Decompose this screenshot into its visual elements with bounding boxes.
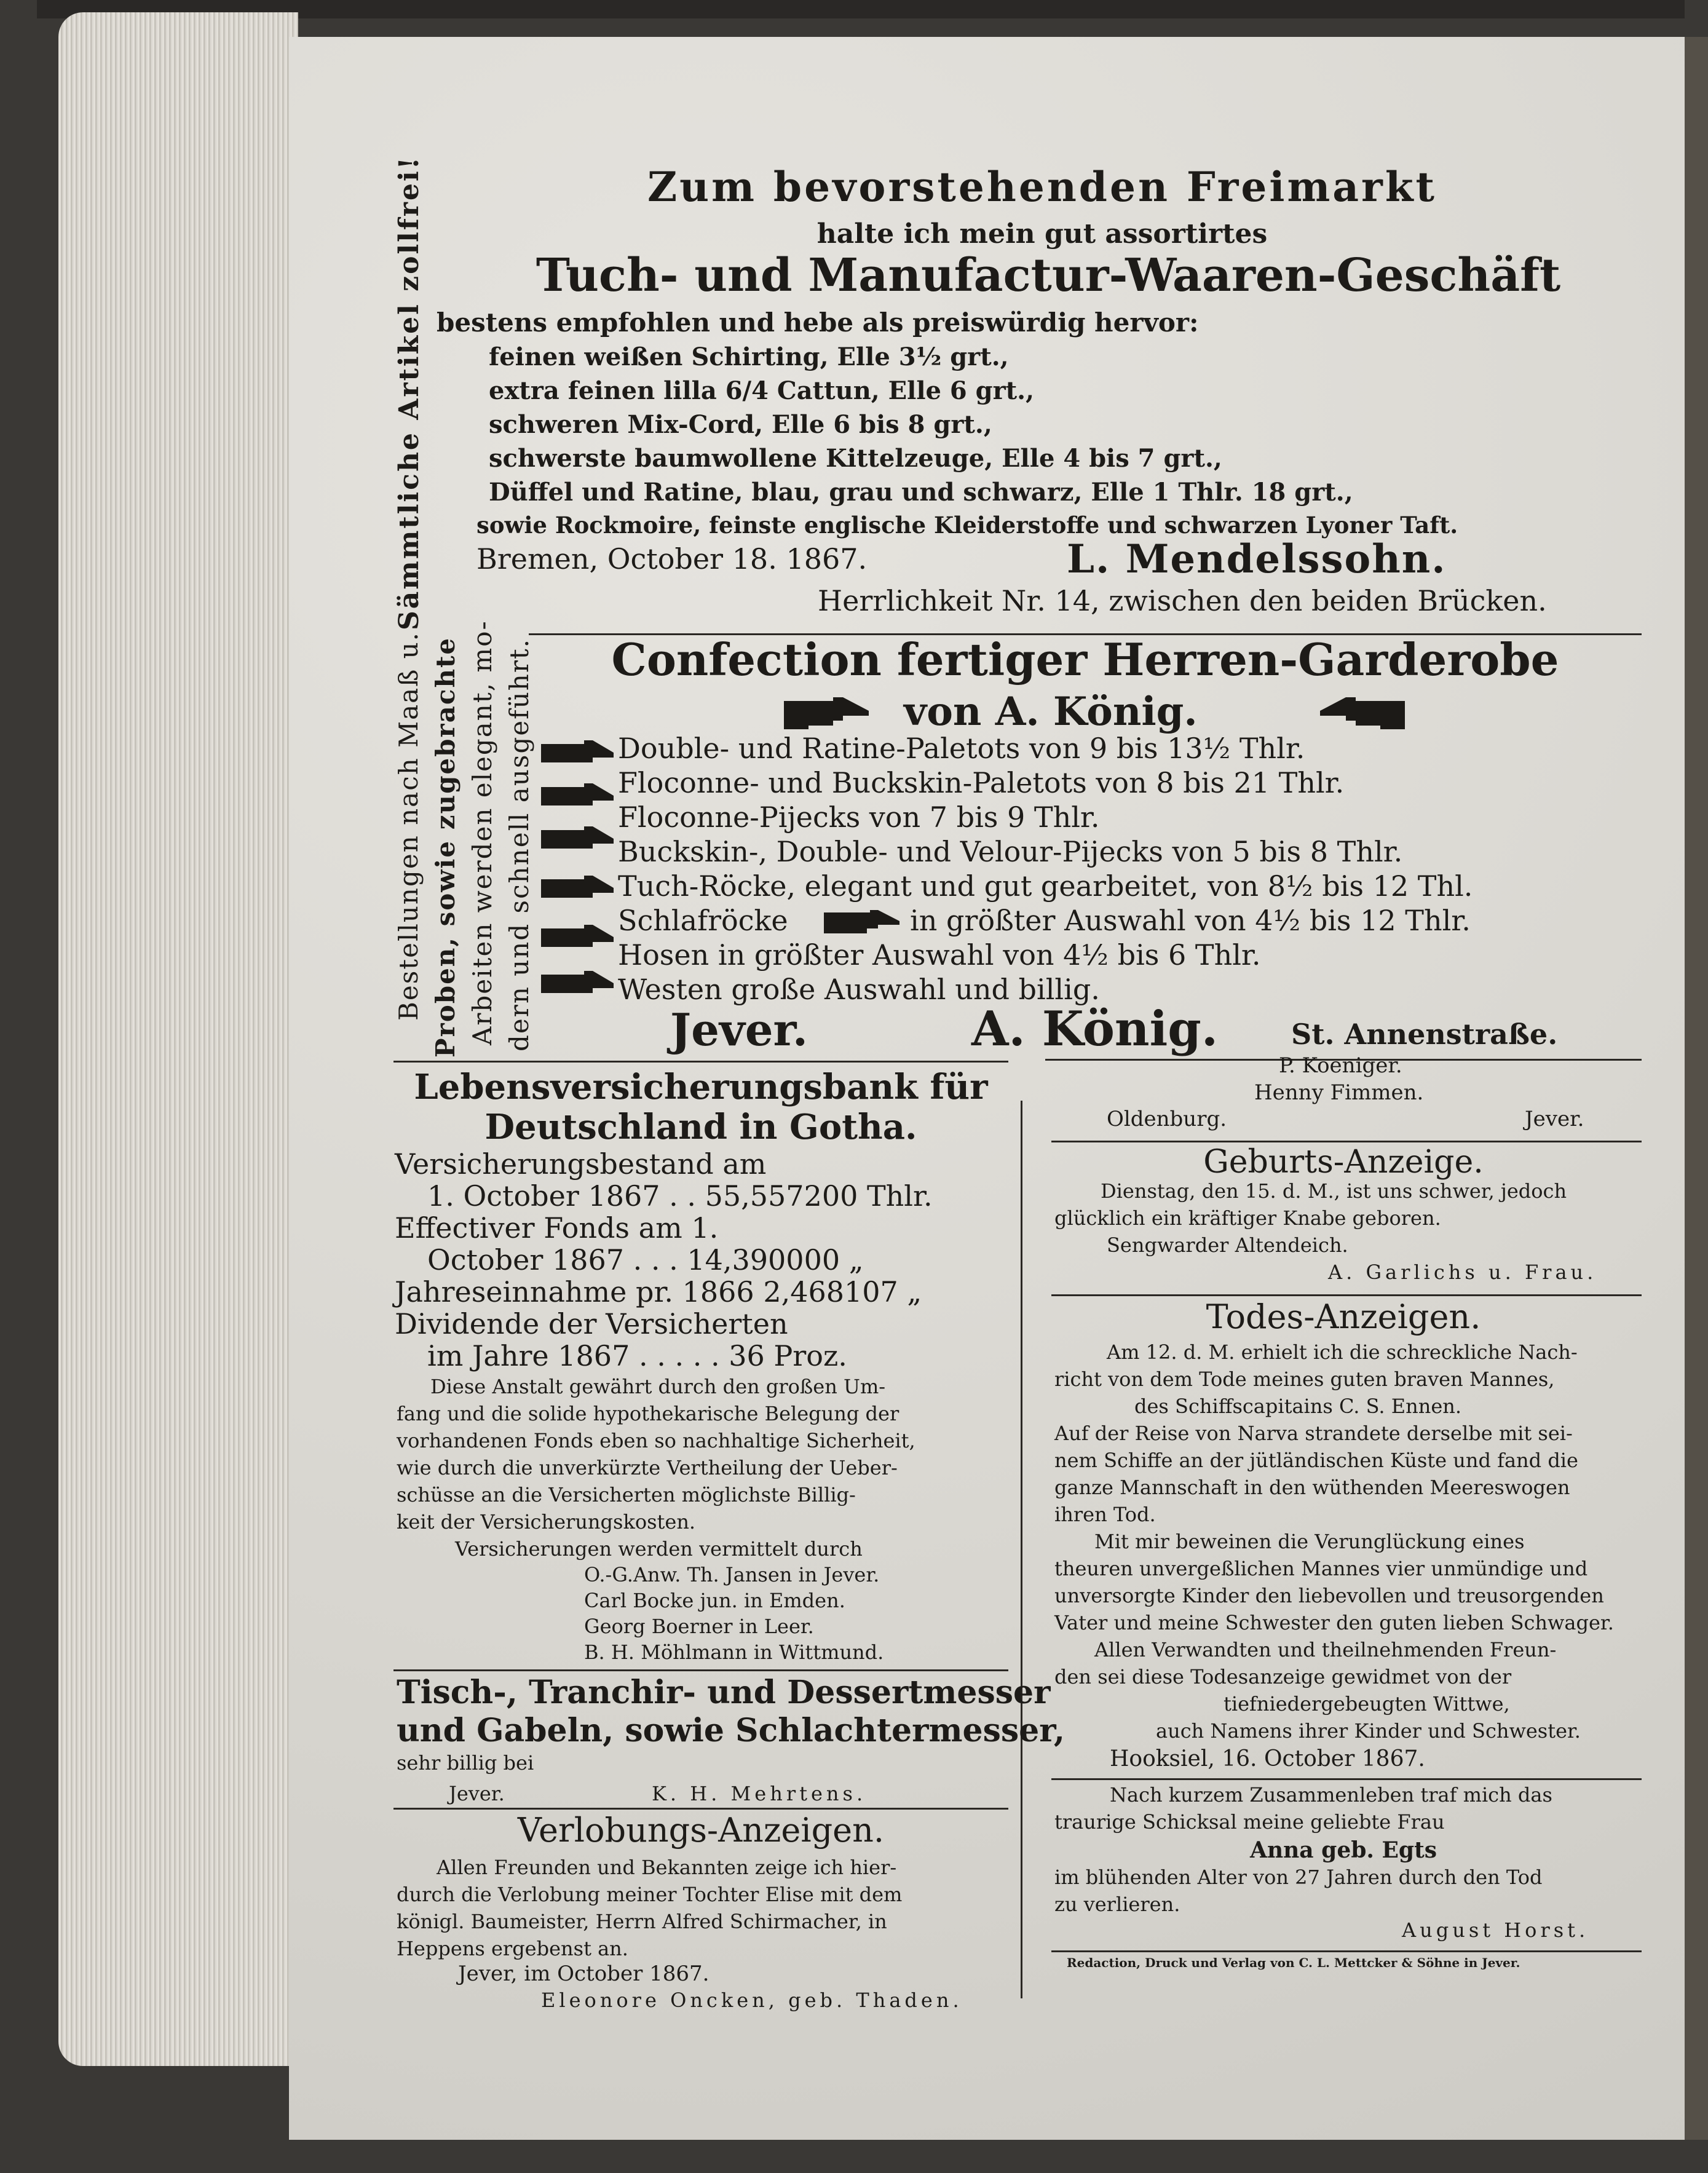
divider-geburt <box>1051 1141 1642 1142</box>
divider-verlobung <box>393 1808 1008 1810</box>
todes-text-14: tiefniedergebeugten Wittwe, <box>1224 1692 1510 1716</box>
messer-name: K. H. Mehrtens. <box>652 1782 867 1805</box>
todes-name: August Horst. <box>1402 1918 1589 1942</box>
verlobung-name: Eleonore Oncken, geb. Thaden. <box>541 1989 963 2012</box>
side-note-garderobe-3: Arbeiten werden elegant, mo- <box>467 620 497 1045</box>
todes-text2-3: Anna geb. Egts <box>1250 1837 1437 1863</box>
freimarkt-item-4: schwerste baumwollene Kittelzeuge, Elle 4 bis 7 grt., <box>489 444 1222 473</box>
lebensversicherung-row-5: Jahreseinnahme pr. 1866 2,468107 „ <box>395 1275 922 1308</box>
freimarkt-line2: bestens empfohlen und hebe als preiswürdig hervor: <box>437 307 1199 338</box>
lebensversicherung-agents-intro: Versicherungen werden vermittelt durch <box>455 1537 863 1561</box>
garderobe-item-7: Hosen in größter Auswahl von 4½ bis 6 Thlr. <box>618 938 1261 972</box>
lebensversicherung-row-3: Effectiver Fonds am 1. <box>395 1211 719 1245</box>
todes-text-4: Auf der Reise von Narva strandete derselbe mit sei- <box>1054 1422 1573 1445</box>
todes-text2-5: zu verlieren. <box>1054 1893 1180 1916</box>
freimarkt-item-1: feinen weißen Schirting, Elle 3½ grt., <box>489 342 1009 371</box>
column-divider <box>1021 1101 1022 1998</box>
todes-title: Todes-Anzeigen. <box>1206 1297 1481 1336</box>
imprint: Redaction, Druck und Verlag von C. L. Mettcker & Söhne in Jever. <box>1067 1955 1520 1970</box>
lebensversicherung-agent-1: O.-G.Anw. Th. Jansen in Jever. <box>584 1563 880 1586</box>
todes-text-3: des Schiffscapitains C. S. Ennen. <box>1134 1395 1462 1418</box>
todes-text-13: den sei diese Todesanzeige gewidmet von der <box>1054 1665 1512 1688</box>
garderobe-by: von A. König. <box>904 689 1198 735</box>
todes-text-12: Allen Verwandten und theilnehmenden Freun- <box>1094 1638 1557 1661</box>
lebensversicherung-agent-4: B. H. Möhlmann in Wittmund. <box>584 1641 884 1664</box>
freimarkt-title: Zum bevorstehenden Freimarkt <box>647 163 1437 211</box>
freimarkt-item-2: extra feinen lilla 6/4 Cattun, Elle 6 grt., <box>489 376 1035 405</box>
pointing-hand-icon <box>541 738 615 1002</box>
verlobung-title: Verlobungs-Anzeigen. <box>517 1811 885 1850</box>
garderobe-item-4: Buckskin-, Double- und Velour-Pijecks von 5 bis 8 Thlr. <box>618 835 1403 868</box>
garderobe-item-3: Floconne-Pijecks von 7 bis 9 Thlr. <box>618 801 1100 834</box>
side-note-garderobe-4: dern und schnell ausgeführt. <box>504 638 534 1051</box>
messer-line-3: sehr billig bei <box>397 1751 534 1775</box>
freimarkt-shop: Tuch- und Manufactur-Waaren-Geschäft <box>536 249 1561 302</box>
todes-text-7: ihren Tod. <box>1054 1503 1156 1526</box>
garderobe-item-1: Double- und Ratine-Paletots von 9 bis 13½ Thlr. <box>618 732 1305 765</box>
messer-line-2: und Gabeln, sowie Schlachtermesser, <box>397 1712 1065 1749</box>
geburt-name: A. Garlichs u. Frau. <box>1328 1261 1597 1284</box>
todes-text-5: nem Schiffe an der jütländischen Küste und fand die <box>1054 1449 1578 1472</box>
lebensversicherung-row-2: 1. October 1867 . . 55,557200 Thlr. <box>427 1179 933 1213</box>
divider-messer <box>393 1669 1008 1671</box>
garderobe-footer-name: A. König. <box>971 1001 1218 1057</box>
verlobung-text-3: königl. Baumeister, Herrn Alfred Schirmacher, in <box>397 1910 887 1933</box>
freimarkt-item-3: schweren Mix-Cord, Elle 6 bis 8 grt., <box>489 410 992 439</box>
lebensversicherung-row-1: Versicherungsbestand am <box>395 1147 767 1181</box>
todes-text2-2: traurige Schicksal meine geliebte Frau <box>1054 1810 1445 1834</box>
messer-line-1: Tisch-, Tranchir- und Dessertmesser <box>397 1674 1051 1711</box>
freimarkt-line1: halte ich mein gut assortirtes <box>816 218 1268 250</box>
lebensversicherung-text-6: keit der Versicherungskosten. <box>397 1510 696 1534</box>
freimarkt-signature: L. Mendelssohn. <box>1067 536 1447 582</box>
todes-text-8: Mit mir beweinen die Verunglückung eines <box>1094 1530 1525 1553</box>
todes-text-2: richt von dem Tode meines guten braven Mannes, <box>1054 1368 1555 1391</box>
garderobe-title: Confection fertiger Herren-Garderobe <box>611 633 1559 686</box>
freimarkt-address: Herrlichkeit Nr. 14, zwischen den beiden Brücken. <box>818 584 1547 617</box>
freimarkt-item-5: Düffel und Ratine, blau, grau und schwarz, Elle 1 Thlr. 18 grt., <box>489 478 1353 507</box>
side-note-garderobe-1: Bestellungen nach Maaß u. <box>393 631 424 1021</box>
koeniger-place-2: Jever. <box>1525 1107 1584 1131</box>
garderobe-item-8: Westen große Auswahl und billig. <box>618 973 1100 1006</box>
garderobe-item-2: Floconne- und Buckskin-Paletots von 8 bis 21 Thlr. <box>618 766 1345 799</box>
book-right-edge <box>1685 37 1708 2140</box>
side-note-zollfrei: Sämmtliche Artikel zollfrei! <box>393 155 425 630</box>
divider-imprint <box>1051 1950 1642 1952</box>
lebensversicherung-row-4: October 1867 . . . 14,390000 „ <box>427 1243 864 1276</box>
koeniger-place-1: Oldenburg. <box>1107 1107 1227 1131</box>
lebensversicherung-agent-2: Carl Bocke jun. in Emden. <box>584 1589 845 1612</box>
koeniger-name-1: P. Koeniger. <box>1279 1053 1402 1078</box>
pointing-hand-icon <box>1319 696 1405 730</box>
pointing-hand-icon <box>784 696 870 730</box>
garderobe-item-5: Tuch-Röcke, elegant und gut gearbeitet, von 8½ bis 12 Thl. <box>618 869 1473 903</box>
todes-text2-4: im blühenden Alter von 27 Jahren durch den Tod <box>1054 1866 1543 1889</box>
verlobung-text-1: Allen Freunden und Bekannten zeige ich hier- <box>437 1856 897 1879</box>
todes-text-6: ganze Mannschaft in den wüthenden Meereswogen <box>1054 1476 1570 1499</box>
verlobung-text-2: durch die Verlobung meiner Tochter Elise mit dem <box>397 1883 903 1906</box>
divider-todes-2 <box>1051 1778 1642 1780</box>
side-note-garderobe-2: Proben, sowie zugebrachte <box>430 636 461 1058</box>
geburt-text-2: glücklich ein kräftiger Knabe geboren. <box>1054 1206 1441 1230</box>
lebensversicherung-row-6: Dividende der Versicherten <box>395 1307 788 1340</box>
lebensversicherung-text-2: fang und die solide hypothekarische Belegung der <box>397 1402 899 1425</box>
todes-text-9: theuren unvergeßlichen Mannes vier unmündige und <box>1054 1557 1588 1580</box>
garderobe-footer-street: St. Annenstraße. <box>1291 1018 1558 1051</box>
todes-text-16: Hooksiel, 16. October 1867. <box>1110 1746 1425 1771</box>
divider-todes <box>1051 1294 1642 1296</box>
todes-text2-1: Nach kurzem Zusammenleben traf mich das <box>1110 1783 1552 1807</box>
todes-text-11: Vater und meine Schwester den guten lieben Schwager. <box>1054 1611 1614 1634</box>
verlobung-text-4: Heppens ergebenst an. <box>397 1937 628 1960</box>
verlobung-date: Jever, im October 1867. <box>458 1961 710 1986</box>
geburt-title: Geburts-Anzeige. <box>1203 1144 1484 1181</box>
lebensversicherung-text-5: schüsse an die Versicherten möglichste Billig- <box>397 1483 856 1506</box>
messer-place: Jever. <box>449 1782 505 1805</box>
garderobe-item-6a: Schlafröcke <box>618 904 788 937</box>
lebensversicherung-text-3: vorhandenen Fonds eben so nachhaltige Sicherheit, <box>397 1429 915 1452</box>
divider-left-top <box>393 1061 1008 1063</box>
pointing-hand-icon <box>824 909 901 937</box>
garderobe-footer-place: Jever. <box>670 1003 808 1056</box>
garderobe-item-6b: in größter Auswahl von 4½ bis 12 Thlr. <box>910 904 1471 937</box>
todes-text-15: auch Namens ihrer Kinder und Schwester. <box>1156 1719 1581 1743</box>
lebensversicherung-title-1: Lebensversicherungsbank für <box>414 1067 988 1107</box>
freimarkt-item-6: sowie Rockmoire, feinste englische Kleiderstoffe und schwarzen Lyoner Taft. <box>476 512 1458 539</box>
lebensversicherung-row-7: im Jahre 1867 . . . . . 36 Proz. <box>427 1339 847 1372</box>
lebensversicherung-text-4: wie durch die unverkürzte Vertheilung der Ueber- <box>397 1456 898 1479</box>
lebensversicherung-agent-3: Georg Boerner in Leer. <box>584 1615 814 1638</box>
geburt-place: Sengwarder Altendeich. <box>1107 1233 1348 1257</box>
koeniger-name-2: Henny Fimmen. <box>1254 1080 1424 1105</box>
todes-text-1: Am 12. d. M. erhielt ich die schreckliche Nach- <box>1107 1340 1578 1364</box>
geburt-text-1: Dienstag, den 15. d. M., ist uns schwer, jedoch <box>1101 1179 1567 1203</box>
todes-text-10: unversorgte Kinder den liebevollen und treusorgenden <box>1054 1584 1604 1607</box>
book-page-edges <box>58 12 298 2066</box>
lebensversicherung-text-1: Diese Anstalt gewährt durch den großen Um- <box>430 1375 886 1398</box>
freimarkt-place-date: Bremen, October 18. 1867. <box>476 542 868 576</box>
lebensversicherung-title-2: Deutschland in Gotha. <box>484 1107 917 1147</box>
